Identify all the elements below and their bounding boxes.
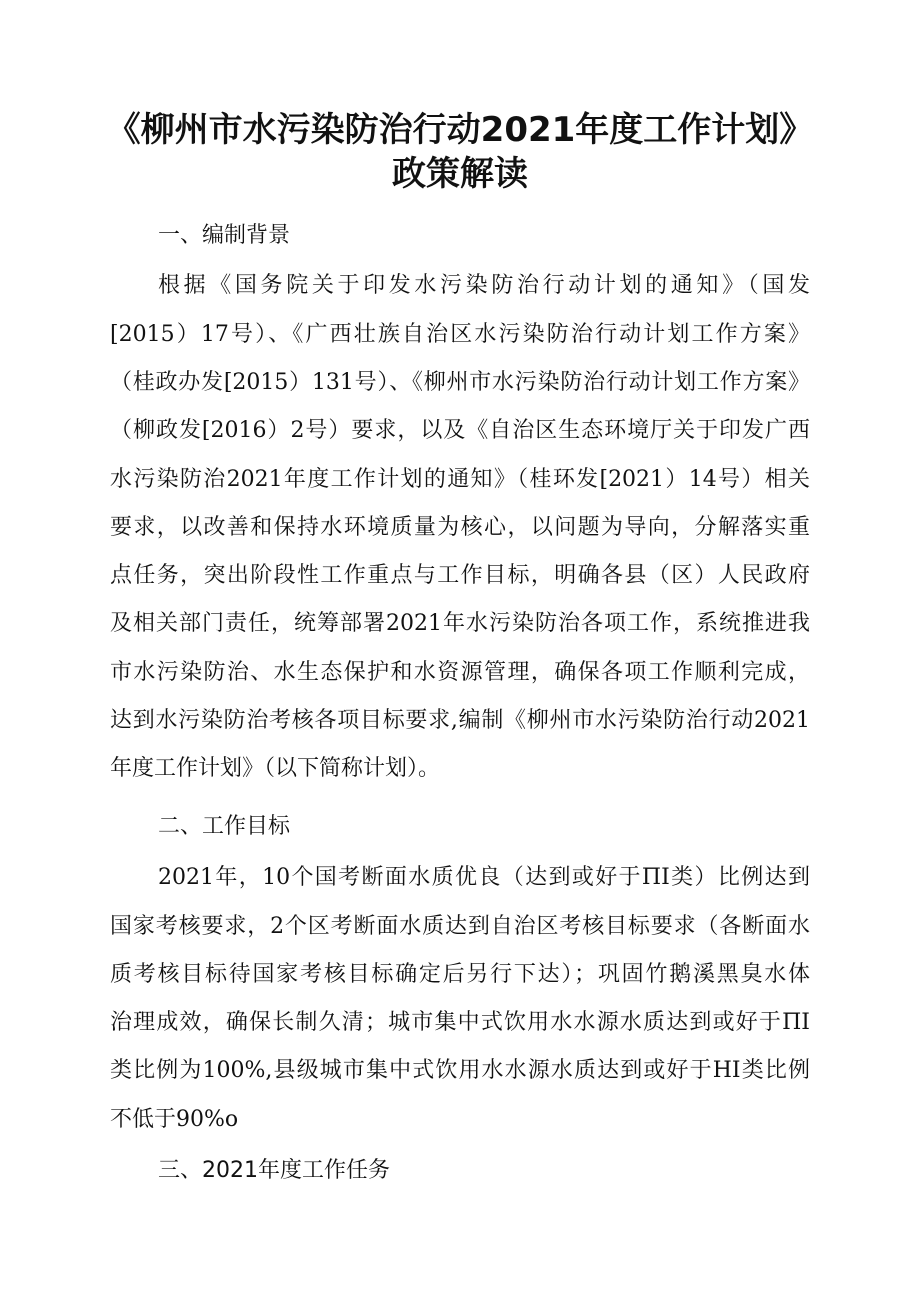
paragraph-line: [2015）17号）、《广西壮族自治区水污染防治行动计划工作方案》: [110, 322, 810, 347]
paragraph-line: 点任务，突出阶段性工作重点与工作目标，明确各县（区）人民政府: [110, 563, 810, 588]
paragraph-line: （桂政办发[2015）131号）、《柳州市水污染防治行动计划工作方案》: [110, 370, 810, 395]
paragraph-line: 年度工作计划》（以下简称计划）。: [110, 756, 441, 781]
paragraph-line: 不低于90%o: [110, 1107, 239, 1132]
document-title-line-1: 《柳州市水污染防治行动2021年度工作计划》: [106, 110, 814, 150]
paragraph-line: 质考核目标待国家考核目标确定后另行下达）；巩固竹鹅溪黑臭水体: [110, 962, 810, 987]
paragraph-line: 治理成效，确保长制久清；城市集中式饮用水水源水质达到或好于ΠI: [110, 1010, 810, 1035]
paragraph-line: 根据《国务院关于印发水污染防治行动计划的通知》（国发: [158, 273, 810, 298]
paragraph-line: 要求，以改善和保持水环境质量为核心，以问题为导向，分解落实重: [110, 515, 810, 540]
paragraph-line: （柳政发[2016）2号）要求，以及《自治区生态环境厅关于印发广西: [110, 418, 810, 443]
document-title-line-2: 政策解读: [392, 154, 528, 194]
section-heading-background: 一、编制背景: [158, 223, 291, 248]
paragraph-line: 类比例为100%,县级城市集中式饮用水水源水质达到或好于HI类比例: [110, 1058, 810, 1083]
paragraph-line: 达到水污染防治考核各项目标要求,编制《柳州市水污染防治行动2021: [110, 708, 810, 733]
paragraph-line: 2021年，10个国考断面水质优良（达到或好于ΠI类）比例达到: [158, 865, 810, 890]
paragraph-line: 及相关部门责任，统筹部署2021年水污染防治各项工作，系统推进我: [110, 611, 810, 636]
paragraph-line: 水污染防治2021年度工作计划的通知》（桂环发[2021）14号）相关: [110, 467, 810, 492]
section-heading-goals: 二、工作目标: [158, 814, 291, 839]
paragraph-line: 国家考核要求，2个区考断面水质达到自治区考核目标要求（各断面水: [110, 914, 810, 939]
paragraph-line: 市水污染防治、水生态保护和水资源管理，确保各项工作顺利完成，: [110, 660, 810, 685]
section-heading-tasks: 三、2021年度工作任务: [158, 1158, 390, 1183]
